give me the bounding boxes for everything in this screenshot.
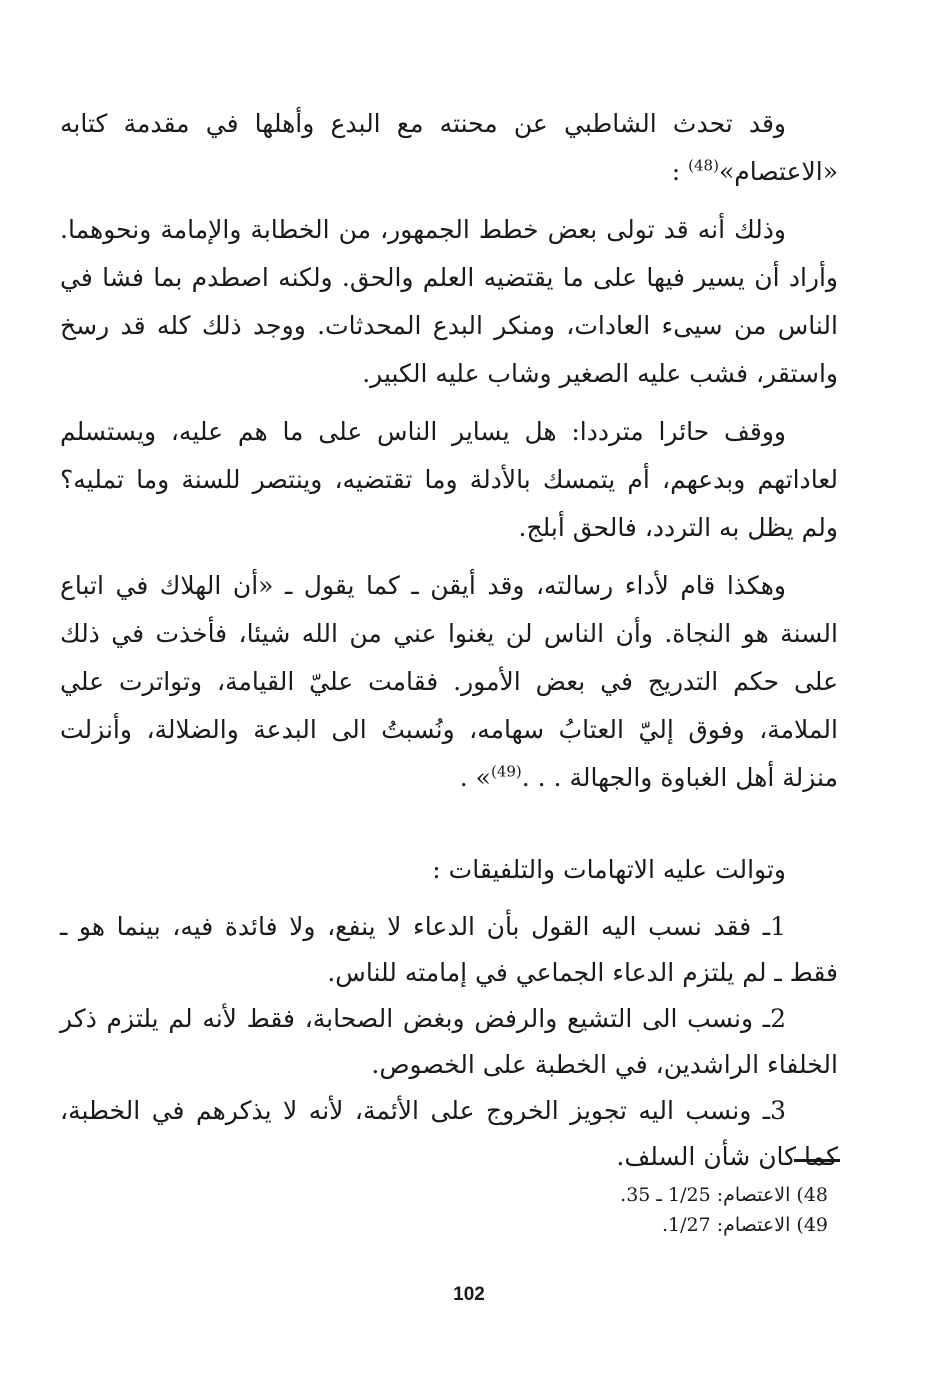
page-body (60, 100, 838, 1180)
paragraph-quote-3-end: » . (459, 763, 491, 792)
list-item: 2ـ ونسب الى التشيع والرفض وبغض الصحابة، فقط لأنه لم يلتزم ذكر الخلفاء الراشدين، في الخطبة على الخصوص. (60, 1004, 838, 1079)
paragraph-quote-3-text: وهكذا قام لأداء رسالته، وقد أيقن ـ كما يقول ـ «أن الهلاك في اتباع السنة هو النجاة. وأن الناس لن يغنوا عني من الله شيئا، فأخذت في ذلك على حكم التدريج في بعض الأمور. فقامت عليّ القيامة، وتواترت علي الملامة، وفوق إليّ العتابُ سهامه، ونُسبتُ الى البدعة والضلالة، وأنزلت منزلة أهل الغباوة والجهالة . . . (60, 571, 838, 792)
list-item: 3ـ ونسب اليه تجويز الخروج على الأئمة، لأنه لا يذكرهم في الخطبة، كما كان شأن السلف. (60, 1096, 838, 1171)
list-item: 1ـ فقد نسب اليه القول بأن الدعاء لا ينفع، ولا فائدة فيه، بينما هو ـ فقط ـ لم يلتزم الدعاء الجماعي في إمامته للناس. (60, 912, 838, 987)
footnotes (300, 1180, 828, 1240)
page-number: 102 (453, 1284, 485, 1305)
paragraph-intro-text: وقد تحدث الشاطبي عن محنته مع البدع وأهلها في مقدمة كتابه «الاعتصام» (60, 109, 838, 186)
paragraph-accusations-intro: وتوالت عليه الاتهامات والتلفيقات : (432, 855, 786, 884)
footnote-ref-49[interactable]: (49) (490, 762, 522, 781)
footnote-ref-48[interactable]: (48) (688, 156, 719, 175)
paragraph-intro-end: : (671, 157, 689, 186)
footnote-49: 49) الاعتصام: 1/27. (661, 1214, 828, 1236)
paragraph-quote-3 (60, 562, 838, 802)
paragraph-quote-1: وذلك أنه قد تولى بعض خطط الجمهور، من الخطابة والإمامة ونحوهما. وأراد أن يسير فيها على ما يقتضيه العلم والحق. ولكنه اصطدم بما فشا في الناس من سيىء العادات، ومنكر البدع المحدثات. ووجد ذلك كله قد رسخ واستقر، فشب عليه الصغير وشاب عليه الكبير. (60, 215, 838, 388)
paragraph-quote-2: ووقف حائرا مترددا: هل يساير الناس على ما هم عليه، ويستسلم لعاداتهم وبدعهم، أم يتمسك بالأدلة وما تقتضيه، وينتصر للسنة وما تمليه؟ ولم يظل به التردد، فالحق أبلج. (60, 417, 838, 542)
footnote-48: 48) الاعتصام: 1/25 ـ 35. (620, 1184, 828, 1206)
paragraph-intro (60, 100, 838, 196)
footnote-divider (794, 1159, 840, 1162)
